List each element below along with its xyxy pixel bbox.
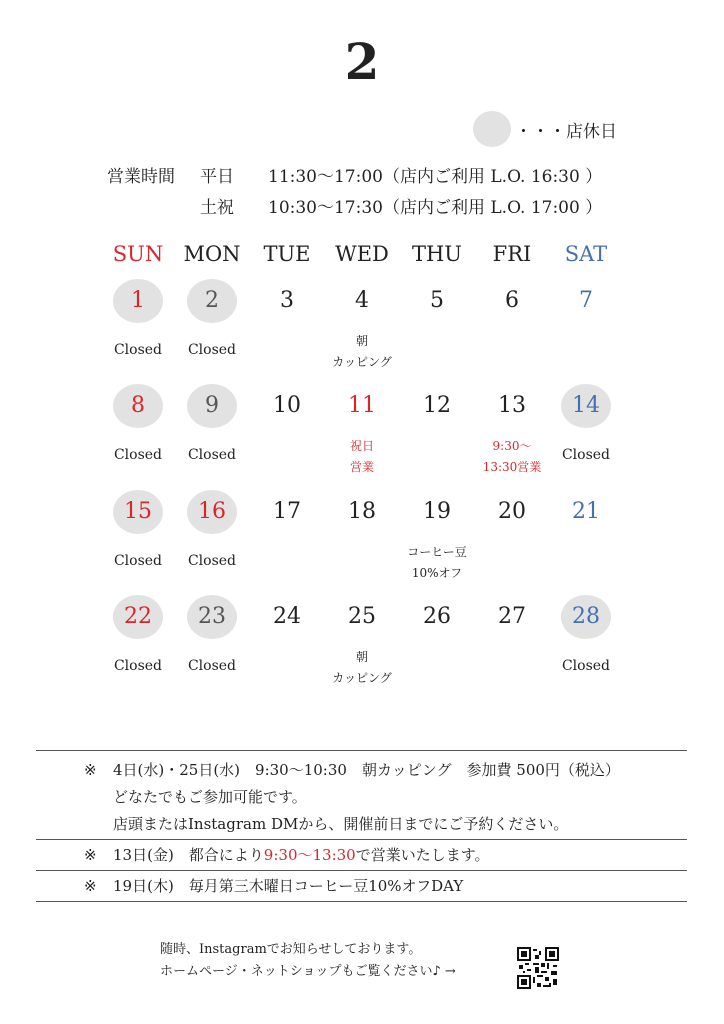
qr-code-icon[interactable] <box>517 947 559 989</box>
closed-label: Closed <box>187 658 237 674</box>
divider <box>36 901 687 902</box>
calendar-day-13 <box>474 384 550 478</box>
calendar-day-1 <box>100 279 176 358</box>
calendar-day-14 <box>548 384 624 463</box>
notice-1-line-1: 4日(水)・25日(水) 9:30〜10:30 朝カッピング 参加費 500円（税込） <box>113 761 620 779</box>
calendar-day-9 <box>174 384 250 463</box>
calendar-day-26 <box>399 595 475 639</box>
closed-label: Closed <box>561 447 611 463</box>
day-number: 14 <box>561 384 611 428</box>
notice-2-highlight: 9:30〜13:30 <box>263 846 356 864</box>
day-number: 27 <box>498 604 526 629</box>
day-number: 17 <box>273 499 301 524</box>
closed-label: Closed <box>561 658 611 674</box>
day-note: コーヒー豆 10%オフ <box>407 545 467 580</box>
calendar-day-27 <box>474 595 550 639</box>
footer-line-2: ホームページ・ネットショップもご覧ください♪ → <box>160 964 456 979</box>
day-number: 8 <box>113 384 163 428</box>
day-number: 22 <box>113 595 163 639</box>
closed-label: Closed <box>187 447 237 463</box>
notice-1-line-2: どなたでもご参加可能です。 <box>113 788 307 806</box>
calendar-day-3 <box>249 279 325 323</box>
weekday-header-sun: SUN <box>112 242 164 266</box>
weekday-header-tue: TUE <box>263 242 311 266</box>
day-number: 3 <box>280 288 294 313</box>
calendar-day-17 <box>249 490 325 534</box>
day-number: 15 <box>113 490 163 534</box>
calendar-day-12 <box>399 384 475 428</box>
notice-mark-2: ※ <box>84 846 97 864</box>
hours-title: 営業時間 <box>107 167 175 187</box>
day-number: 21 <box>572 499 600 524</box>
calendar-day-4 <box>324 279 400 373</box>
closed-label: Closed <box>113 447 163 463</box>
weekday-header-sat: SAT <box>564 242 608 266</box>
notice-2-suffix: で営業いたします。 <box>355 846 490 864</box>
calendar-day-21 <box>548 490 624 534</box>
day-number: 10 <box>273 393 301 418</box>
day-number: 13 <box>498 393 526 418</box>
footer-line-1: 随時、Instagramでお知らせしております。 <box>160 942 422 957</box>
day-number: 1 <box>113 279 163 323</box>
divider <box>36 870 687 871</box>
day-number: 5 <box>430 288 444 313</box>
calendar-day-11 <box>324 384 400 478</box>
notice-mark-1: ※ <box>84 761 97 779</box>
closed-label: Closed <box>113 342 163 358</box>
day-number: 12 <box>423 393 451 418</box>
day-note: 朝 カッピング <box>332 650 392 685</box>
divider <box>36 750 687 751</box>
closed-label: Closed <box>187 553 237 569</box>
notice-2 <box>113 841 490 869</box>
weekday-header-thu: THU <box>411 242 463 266</box>
day-number: 23 <box>187 595 237 639</box>
day-number: 19 <box>423 499 451 524</box>
calendar-day-20 <box>474 490 550 534</box>
day-number: 4 <box>355 288 369 313</box>
calendar-day-7 <box>548 279 624 323</box>
calendar-day-22 <box>100 595 176 674</box>
notice-mark-3: ※ <box>84 877 97 895</box>
divider <box>36 839 687 840</box>
day-note: 朝 カッピング <box>332 334 392 369</box>
day-number: 20 <box>498 499 526 524</box>
holiday-label: 土祝 <box>200 198 234 218</box>
day-note: 9:30〜 13:30営業 <box>482 439 542 474</box>
day-number: 2 <box>187 279 237 323</box>
calendar-day-28 <box>548 595 624 674</box>
closed-day-legend-label: ・・・店休日 <box>515 121 617 142</box>
closed-label: Closed <box>113 553 163 569</box>
calendar-day-19 <box>399 490 475 584</box>
weekday-label: 平日 <box>200 167 234 187</box>
day-note: 祝日 営業 <box>349 439 374 474</box>
day-number: 26 <box>423 604 451 629</box>
month-title: 2 <box>344 32 380 91</box>
day-number: 11 <box>348 393 376 418</box>
day-number: 7 <box>579 288 593 313</box>
calendar-day-18 <box>324 490 400 534</box>
day-number: 9 <box>187 384 237 428</box>
calendar-day-23 <box>174 595 250 674</box>
notice-1-line-3: 店頭またはInstagram DMから、開催前日までにご予約ください。 <box>113 815 569 833</box>
calendar-day-25 <box>324 595 400 689</box>
day-number: 6 <box>505 288 519 313</box>
calendar-day-24 <box>249 595 325 639</box>
calendar-day-10 <box>249 384 325 428</box>
weekday-header-fri: FRI <box>492 242 532 266</box>
weekday-header-mon: MON <box>183 242 241 266</box>
calendar-day-16 <box>174 490 250 569</box>
calendar-day-6 <box>474 279 550 323</box>
calendar-day-2 <box>174 279 250 358</box>
calendar-day-5 <box>399 279 475 323</box>
weekday-hours: 11:30〜17:00（店内ご利用 L.O. 16:30 ） <box>268 167 603 187</box>
day-number: 28 <box>561 595 611 639</box>
closed-label: Closed <box>187 342 237 358</box>
notice-3: 19日(木) 毎月第三木曜日コーヒー豆10%オフDAY <box>113 877 464 895</box>
day-number: 24 <box>273 604 301 629</box>
closed-day-legend <box>473 111 617 147</box>
notice-2-prefix: 13日(金) 都合により <box>113 846 264 864</box>
closed-day-marker <box>473 111 511 147</box>
weekday-header-wed: WED <box>335 242 389 266</box>
calendar-day-8 <box>100 384 176 463</box>
closed-label: Closed <box>113 658 163 674</box>
day-number: 18 <box>348 499 376 524</box>
holiday-hours: 10:30〜17:30（店内ご利用 L.O. 17:00 ） <box>268 198 603 218</box>
day-number: 16 <box>187 490 237 534</box>
day-number: 25 <box>348 604 376 629</box>
calendar-day-15 <box>100 490 176 569</box>
